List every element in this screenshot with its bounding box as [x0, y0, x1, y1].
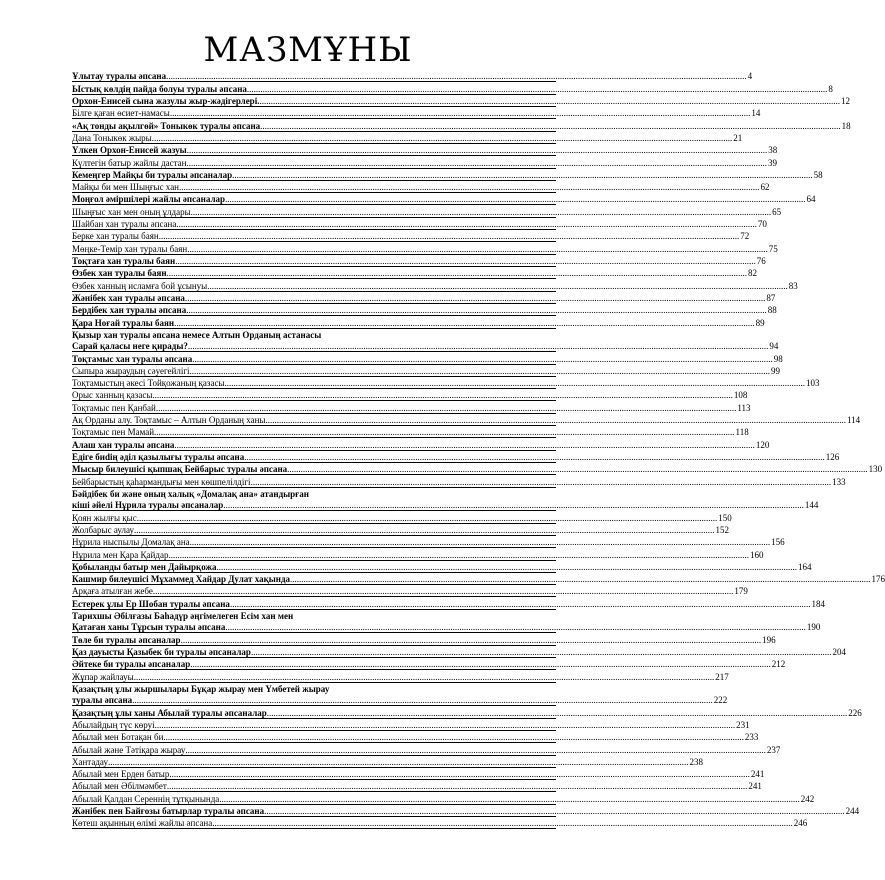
toc-entry[interactable] — [72, 743, 781, 755]
toc-entry[interactable] — [72, 304, 777, 316]
toc-leader-dots — [137, 513, 718, 523]
toc-entry[interactable] — [72, 414, 861, 426]
toc-entry-title: Дана Тоныкөк жыры — [72, 132, 152, 143]
toc-entry-page-number: 62 — [760, 182, 770, 193]
toc-entry-title: Қара Ноғай туралы баян — [72, 317, 175, 328]
toc-entry-page-number: 222 — [713, 695, 728, 706]
toc-entry[interactable] — [72, 169, 823, 181]
toc-entry-title: Нұрила ныспылы Домалақ ана — [72, 537, 190, 548]
toc-entry[interactable] — [72, 621, 821, 633]
toc-entry-page-number: 114 — [846, 415, 861, 426]
toc-entry[interactable] — [72, 536, 785, 548]
toc-leader-dots — [207, 281, 788, 291]
toc-entry[interactable] — [72, 401, 751, 413]
toc-entry[interactable] — [72, 242, 778, 254]
toc-entry[interactable] — [72, 524, 730, 536]
toc-entry-title: Моңғол әміршілері жайлы әпсаналар — [72, 194, 225, 205]
toc-leader-dots — [186, 305, 767, 315]
toc-leader-dots — [175, 256, 756, 266]
toc-entry-page-number: 12 — [840, 95, 850, 106]
toc-entry[interactable] — [72, 780, 762, 792]
toc-entry-title: Үлкен Орхон-Енисей жазуы — [72, 145, 187, 156]
toc-entry-title: Бердібек хан туралы әпсана — [72, 305, 187, 316]
toc-entry[interactable] — [72, 585, 748, 597]
toc-leader-dots — [187, 244, 768, 254]
toc-entry-page-number: 237 — [766, 744, 781, 755]
toc-leader-dots — [212, 818, 793, 828]
toc-entry[interactable] — [72, 756, 703, 768]
toc-entry[interactable] — [72, 279, 798, 291]
toc-entry-title: Сыпыра жыраудың сәуегейлігі — [72, 365, 190, 376]
toc-entry-title: Өзбек ханның исламға бой ұсынуы — [72, 280, 208, 291]
toc-entry-page-number: 99 — [771, 365, 781, 376]
toc-leader-dots — [176, 219, 757, 229]
toc-entry-title: Кашмир билеушісі Мұхаммед Хайдар Дулат хақында — [72, 574, 291, 585]
toc-leader-dots — [225, 622, 806, 632]
toc-entry-page-number: 246 — [793, 818, 808, 829]
toc-entry-page-number: 65 — [772, 206, 782, 217]
toc-entry-page-number: 242 — [800, 793, 815, 804]
toc-entry-page-number: 231 — [736, 719, 750, 730]
toc-leader-dots — [260, 121, 841, 131]
toc-entry[interactable] — [72, 389, 748, 401]
toc-leader-dots — [167, 268, 748, 278]
toc-leader-dots — [309, 489, 555, 499]
toc-leader-dots — [185, 745, 766, 755]
toc-entry-title: Орхон-Енисей сына жазулы жыр-жәдігерлері. — [72, 95, 260, 106]
toc-leader-dots — [174, 318, 755, 328]
toc-leader-dots — [108, 757, 689, 767]
toc-entry-title: Қазақтың ұлы ханы Абылай туралы әпсаналар — [72, 707, 267, 718]
toc-entry[interactable] — [72, 365, 781, 377]
toc-entry-page-number: 87 — [766, 292, 776, 303]
toc-entry-title: Күлтегін батыр жайлы дастан — [72, 157, 187, 168]
toc-entry[interactable] — [72, 329, 556, 340]
toc-entry-title: Тоқтаға хан туралы баян — [72, 256, 176, 266]
toc-entry[interactable] — [72, 706, 862, 718]
toc-entry[interactable] — [72, 144, 778, 156]
toc-entry[interactable] — [72, 694, 728, 706]
toc-entry-title: Абылай және Тәтіқара жырау — [72, 744, 186, 755]
toc-entry-page-number: 120 — [755, 439, 770, 450]
toc-entry-page-number: 75 — [768, 243, 778, 254]
toc-leader-dots — [179, 182, 760, 192]
toc-entry[interactable] — [72, 768, 765, 780]
toc-entry[interactable] — [72, 70, 753, 82]
toc-entry-page-number: 94 — [769, 341, 779, 352]
toc-leader-dots — [168, 550, 749, 560]
toc-entry[interactable] — [72, 633, 776, 645]
toc-leader-dots — [159, 231, 740, 241]
toc-entry-title: Хантадау — [72, 756, 108, 767]
toc-entry-title: Бәйдібек би және оның халық «Домалақ ана» атандырған — [72, 488, 309, 499]
toc-entry-title: Тарихшы Әбілғазы Баһадүр әңгімелеген Есім хан мен — [72, 611, 294, 622]
toc-entry-page-number: 21 — [733, 132, 743, 143]
toc-leader-dots — [259, 96, 840, 106]
toc-leader-dots — [155, 720, 736, 730]
toc-entry[interactable] — [72, 610, 556, 621]
toc-leader-dots — [265, 415, 846, 425]
toc-entry[interactable] — [72, 499, 819, 511]
toc-entry-title: туралы әпсана — [72, 695, 133, 706]
toc-leader-dots — [152, 390, 733, 400]
toc-leader-dots — [190, 537, 771, 547]
toc-entry-page-number: 58 — [813, 169, 823, 180]
toc-entry-title: Абылай мен Ерден батыр — [72, 769, 170, 780]
toc-leader-dots — [251, 477, 832, 487]
toc-entry-page-number: 76 — [756, 256, 766, 266]
toc-entry-page-number: 72 — [740, 231, 750, 242]
toc-entry-page-number: 160 — [749, 549, 764, 560]
toc-leader-dots — [190, 659, 771, 669]
toc-entry-title: Бейбарыстың қаһармандығы мен көшпелілдігі — [72, 476, 251, 487]
toc-entry-title: Жолбарыс аулау — [72, 524, 135, 535]
toc-entry[interactable] — [72, 340, 779, 352]
toc-leader-dots — [290, 574, 871, 584]
toc-leader-dots — [181, 635, 762, 645]
toc-entry[interactable] — [72, 475, 846, 487]
toc-leader-dots — [264, 806, 845, 816]
toc-leader-dots — [267, 708, 848, 718]
toc-entry[interactable] — [72, 82, 833, 94]
toc-entry-title: Тоқтамыстың әкесі Тойқожаның қазасы — [72, 378, 225, 389]
toc-leader-dots — [166, 71, 747, 81]
toc-entry-title: Қазақтың ұлы жыршылары Бұқар жырау мен Үмбетей жырау — [72, 683, 330, 694]
toc-leader-dots — [225, 378, 806, 388]
toc-entry-page-number: 238 — [689, 756, 703, 767]
toc-entry-title: Естерек ұлы Ер Шобан туралы әпсана — [72, 598, 230, 609]
toc-entry-title: кіші әйелі Нұрила туралы әпсаналар — [72, 500, 224, 511]
toc-leader-dots — [293, 611, 555, 621]
toc-entry-page-number: 126 — [825, 452, 840, 462]
toc-entry-page-number: 130 — [868, 464, 883, 475]
toc-entry[interactable] — [72, 573, 885, 585]
toc-entry-title: Қатаған ханы Тұрсын туралы әпсана — [72, 622, 226, 633]
toc-entry-title: Абылай мен Ботақан би — [72, 732, 164, 743]
toc-entry-title: Сарай қаласы неге қирады? — [72, 341, 188, 352]
toc-entry[interactable] — [72, 255, 766, 267]
toc-leader-dots — [192, 354, 773, 364]
toc-leader-dots — [152, 133, 733, 143]
toc-entry-page-number: 133 — [832, 476, 846, 487]
toc-entry-page-number: 226 — [848, 707, 862, 718]
toc-leader-dots — [223, 500, 804, 510]
toc-entry[interactable] — [72, 352, 783, 364]
toc-entry[interactable] — [72, 683, 556, 694]
toc-entry-title: Абылайдың түс көруі — [72, 719, 155, 730]
toc-entry-page-number: 108 — [733, 390, 748, 401]
toc-entry-title: Мөңке-Темір хан туралы баян — [72, 243, 188, 254]
toc-leader-dots — [132, 695, 713, 705]
toc-entry[interactable] — [72, 511, 732, 523]
table-of-contents — [72, 70, 885, 829]
toc-entry[interactable] — [72, 646, 846, 658]
toc-entry-page-number: 184 — [811, 598, 825, 609]
toc-entry-page-number: 179 — [734, 586, 748, 597]
toc-entry[interactable] — [72, 426, 749, 438]
toc-leader-dots — [153, 586, 734, 596]
toc-entry[interactable] — [72, 193, 816, 205]
toc-entry-page-number: 164 — [798, 561, 812, 572]
toc-entry-page-number: 70 — [757, 219, 767, 230]
toc-entry-page-number: 113 — [737, 402, 751, 413]
toc-entry-title: Майқы би мен Шыңғыс хан — [72, 182, 180, 193]
toc-entry[interactable] — [72, 658, 786, 670]
toc-entry[interactable] — [72, 548, 764, 560]
toc-entry-title: Тоқтамыс хан туралы әпсана — [72, 353, 193, 364]
toc-entry[interactable] — [72, 107, 761, 119]
toc-entry-title: Шайбан хан туралы әпсана — [72, 219, 177, 230]
toc-entry-title: Жәнібек пен Байғозы батырлар туралы әпсана — [72, 806, 265, 817]
toc-leader-dots — [188, 341, 769, 351]
toc-entry[interactable] — [72, 181, 770, 193]
toc-entry[interactable] — [72, 438, 770, 450]
toc-entry-page-number: 156 — [771, 537, 785, 548]
toc-entry[interactable] — [72, 731, 759, 743]
toc-entry-title: Білге қаған өсиет-намасы — [72, 108, 170, 119]
toc-leader-dots — [191, 207, 772, 217]
toc-entry-title: Кемеңгер Майқы би туралы әпсаналар — [72, 169, 233, 180]
toc-leader-dots — [230, 599, 811, 609]
toc-entry[interactable] — [72, 488, 556, 499]
toc-entry-page-number: 39 — [768, 157, 777, 168]
toc-entry-page-number: 244 — [845, 806, 860, 817]
toc-entry-title: Қаз дауысты Қазыбек би туралы әпсаналар — [72, 647, 251, 657]
toc-entry-page-number: 18 — [841, 120, 851, 131]
toc-entry-title: Берке хан туралы баян — [72, 231, 159, 242]
toc-leader-dots — [232, 170, 813, 180]
toc-leader-dots — [174, 440, 755, 450]
toc-entry-page-number: 82 — [748, 268, 758, 279]
toc-entry-page-number: 4 — [747, 71, 753, 82]
toc-entry-title: Тоқтамыс пен Қанбай — [72, 402, 156, 413]
toc-entry[interactable] — [72, 805, 860, 817]
toc-entry-title: Көтеш ақынның өлімі жайлы әпсана — [72, 818, 213, 829]
toc-entry[interactable] — [72, 267, 758, 279]
toc-entry-title: Абылай Қалдан Сереннің тұтқынында — [72, 793, 220, 804]
toc-entry-title: Абылай мен Әбілмәмбет — [72, 781, 167, 792]
toc-entry[interactable] — [72, 670, 729, 682]
toc-entry[interactable] — [72, 561, 812, 573]
toc-entry-title: «Ақ тонды ақылгөй» Тоныкөк туралы әпсана — [72, 120, 261, 131]
toc-leader-dots — [167, 781, 748, 791]
toc-entry[interactable] — [72, 119, 851, 131]
toc-entry-page-number: 241 — [750, 769, 765, 780]
toc-entry-page-number: 190 — [806, 622, 821, 633]
toc-entry-page-number: 196 — [762, 634, 776, 645]
toc-entry[interactable] — [72, 792, 815, 804]
toc-leader-dots — [170, 108, 751, 118]
toc-entry-page-number: 152 — [715, 524, 730, 535]
toc-entry[interactable] — [72, 597, 825, 609]
toc-entry[interactable] — [72, 719, 750, 731]
toc-entry-title: Алаш хан туралы әпсана — [72, 439, 175, 450]
toc-entry-title: Едіге биdің әділ қазылығы туралы әпсана — [72, 452, 245, 462]
toc-entry[interactable] — [72, 292, 776, 304]
toc-leader-dots — [134, 525, 715, 535]
toc-entry-page-number: 241 — [748, 781, 762, 792]
toc-entry-title: Ақ Орданы алу. Тоқтамыс – Алтын Орданың ханы — [72, 415, 266, 426]
toc-leader-dots — [185, 293, 766, 303]
toc-entry-title: Мысыр билеушісі қыпшақ Бейбарыс туралы әпсана — [72, 464, 288, 475]
toc-entry[interactable] — [72, 95, 850, 107]
toc-entry-page-number: 118 — [735, 427, 749, 438]
toc-entry-page-number: 217 — [715, 671, 729, 682]
toc-entry-page-number: 212 — [771, 659, 786, 670]
toc-entry[interactable] — [72, 156, 777, 168]
toc-entry-title: Төле би туралы әпсаналар — [72, 634, 181, 645]
toc-entry-page-number: 144 — [804, 500, 819, 511]
toc-leader-dots — [217, 562, 798, 572]
toc-entry[interactable] — [72, 377, 820, 389]
toc-entry-page-number: 204 — [832, 647, 846, 657]
toc-entry-title: Қобыланды батыр мен Дайырқожа — [72, 561, 217, 572]
toc-leader-dots — [169, 769, 750, 779]
toc-leader-dots — [251, 647, 832, 657]
toc-leader-dots — [247, 84, 828, 94]
toc-entry[interactable] — [72, 132, 743, 144]
toc-leader-dots — [219, 794, 800, 804]
toc-entry[interactable] — [72, 218, 767, 230]
toc-entry-title: Арқаға атылған жебе — [72, 586, 153, 597]
toc-entry[interactable] — [72, 463, 883, 475]
toc-entry-title: Әйтеке би туралы әпсаналар — [72, 659, 191, 670]
toc-entry-page-number: 38 — [768, 145, 778, 156]
toc-leader-dots — [187, 145, 768, 155]
toc-entry-page-number: 176 — [871, 574, 885, 585]
toc-leader-dots — [156, 403, 737, 413]
toc-entry-title: Орыс ханның қазасы — [72, 390, 153, 401]
toc-entry[interactable] — [72, 205, 782, 217]
toc-entry-title: Қызыр хан туралы әпсана немесе Алтын Орданың астанасы — [72, 329, 322, 340]
toc-leader-dots — [190, 366, 771, 376]
toc-entry-title: Жәнібек хан туралы әпсана — [72, 292, 185, 303]
toc-entry-page-number: 83 — [788, 280, 798, 291]
toc-entry-title: Өзбек хан туралы баян — [72, 268, 167, 279]
toc-entry-title: Нұрила мен Қара Қайдар — [72, 549, 169, 560]
toc-entry-page-number: 233 — [744, 732, 759, 743]
toc-entry-title: Жұпар жайлауы — [72, 671, 134, 682]
toc-entry-page-number: 103 — [806, 378, 820, 389]
toc-entry[interactable] — [72, 451, 840, 463]
toc-entry-title: Ұлытау туралы әпсана — [72, 71, 167, 82]
toc-entry-page-number: 14 — [751, 108, 761, 119]
toc-leader-dots — [225, 194, 806, 204]
page-title: МАЗМҰНЫ — [203, 30, 413, 70]
toc-leader-dots — [134, 672, 715, 682]
toc-leader-dots — [321, 330, 555, 340]
toc-entry-title: Қоян жылғы қыс — [72, 512, 137, 523]
toc-entry-title: Тоқтамыс пен Мамай — [72, 427, 155, 438]
toc-leader-dots — [244, 452, 825, 462]
toc-leader-dots — [163, 732, 744, 742]
toc-entry[interactable] — [72, 230, 750, 242]
toc-leader-dots — [329, 684, 555, 694]
toc-leader-dots — [287, 464, 868, 474]
toc-entry-page-number: 150 — [718, 512, 732, 523]
toc-entry-page-number: 88 — [767, 305, 777, 316]
toc-leader-dots — [187, 158, 768, 168]
toc-entry-page-number: 98 — [773, 353, 783, 364]
toc-leader-dots — [154, 427, 735, 437]
toc-entry-title: Ыстық көлдің пайда болуы туралы әпсана — [72, 83, 247, 94]
toc-entry-page-number: 64 — [806, 194, 816, 205]
toc-entry-title: Шыңғыс хан мен оның ұлдары — [72, 206, 191, 217]
toc-entry-page-number: 8 — [828, 83, 833, 94]
toc-entry[interactable] — [72, 817, 808, 829]
toc-entry[interactable] — [72, 316, 765, 328]
toc-entry-page-number: 89 — [755, 317, 765, 328]
